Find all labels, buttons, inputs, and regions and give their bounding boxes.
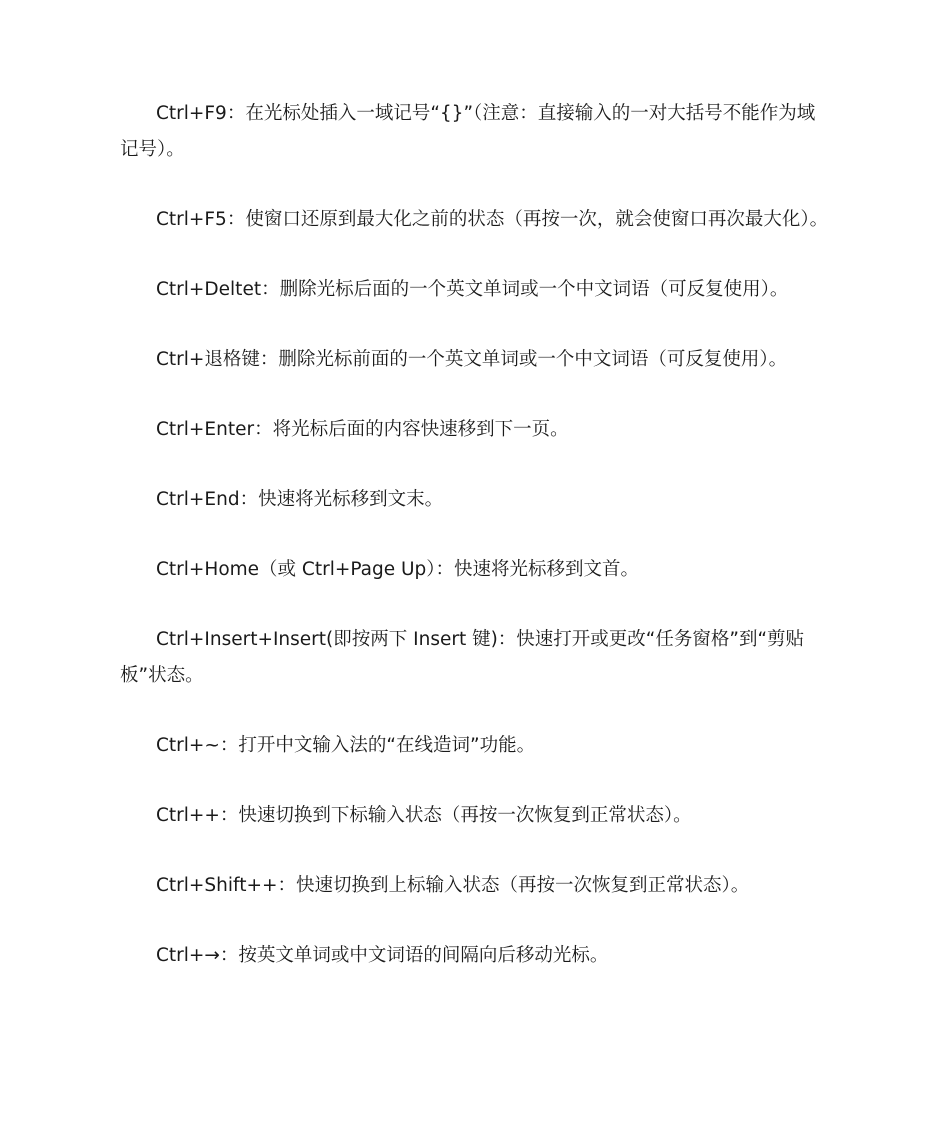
paragraph-ctrl-backspace: Ctrl+退格键：删除光标前面的一个英文单词或一个中文词语（可反复使用）。 (156, 349, 788, 370)
paragraph-ctrl-home: Ctrl+Home（或 Ctrl+Page Up）：快速将光标移到文首。 (156, 559, 640, 580)
paragraph-ctrl-right-arrow: Ctrl+→：按英文单词或中文词语的间隔向后移动光标。 (156, 945, 609, 966)
paragraph-ctrl-tilde: Ctrl+~：打开中文输入法的“在线造词”功能。 (156, 735, 536, 756)
paragraph-ctrl-insert: Ctrl+Insert+Insert(即按两下 Insert 键)：快速打开或更改“任务窗格”到“剪贴板”状态。 (120, 629, 805, 686)
paragraph-ctrl-enter: Ctrl+Enter：将光标后面的内容快速移到下一页。 (156, 419, 569, 440)
paragraph-ctrl-f9: Ctrl+F9：在光标处插入一域记号“{}”（注意：直接输入的一对大括号不能作为域记号）。 (120, 103, 816, 160)
paragraph-ctrl-end: Ctrl+End：快速将光标移到文末。 (156, 489, 444, 510)
paragraph-ctrl-f5: Ctrl+F5：使窗口还原到最大化之前的状态（再按一次，就会使窗口再次最大化）。 (156, 209, 829, 230)
document-body (120, 96, 830, 1008)
paragraph-ctrl-shift-plus: Ctrl+Shift++：快速切换到上标输入状态（再按一次恢复到正常状态）。 (156, 875, 750, 896)
paragraph-ctrl-delete: Ctrl+Deltet：删除光标后面的一个英文单词或一个中文词语（可反复使用）。 (156, 279, 789, 300)
paragraph-ctrl-plus: Ctrl++：快速切换到下标输入状态（再按一次恢复到正常状态）。 (156, 805, 692, 826)
